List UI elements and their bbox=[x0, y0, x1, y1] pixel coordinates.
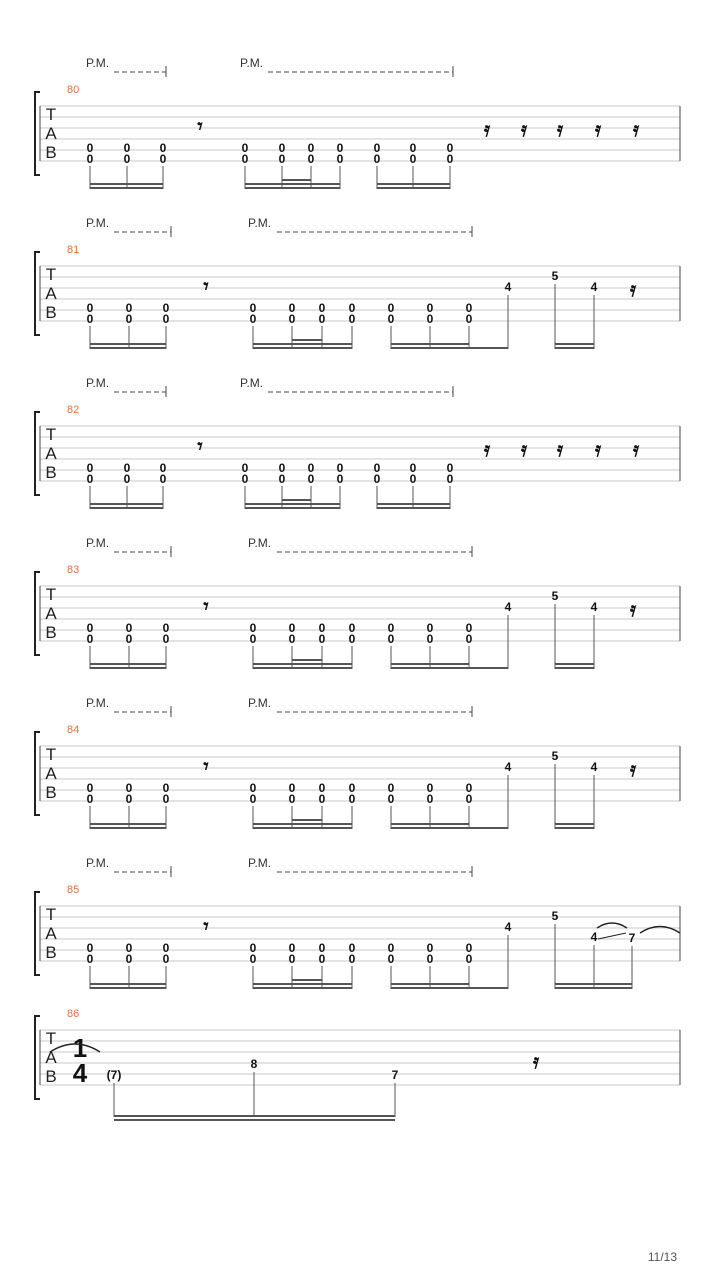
fret-number: 0 bbox=[348, 632, 356, 646]
rest-eighth: 𝄾 bbox=[203, 916, 209, 938]
fret-number: 0 bbox=[288, 792, 296, 806]
beam bbox=[90, 343, 166, 345]
fret-number: 0 bbox=[249, 952, 257, 966]
rest-sixteenth: 𝄿 bbox=[594, 119, 602, 141]
beam bbox=[114, 1119, 395, 1121]
fret-number: 0 bbox=[307, 472, 315, 486]
fret-number: 0 bbox=[446, 141, 454, 155]
beam bbox=[90, 827, 166, 829]
palm-mute-label: P.M. bbox=[240, 376, 264, 390]
measure-number: 85 bbox=[67, 884, 80, 896]
beam bbox=[391, 343, 469, 345]
fret-number: 0 bbox=[125, 781, 133, 795]
slide-line bbox=[598, 933, 626, 939]
fret-number: 0 bbox=[241, 472, 249, 486]
fret-number: 0 bbox=[348, 312, 356, 326]
fret-number: 4 bbox=[504, 920, 512, 934]
rest-sixteenth: 𝄿 bbox=[632, 439, 640, 461]
tab-system-82 bbox=[35, 376, 680, 509]
rest-sixteenth: 𝄿 bbox=[520, 119, 528, 141]
fret-number: 0 bbox=[446, 152, 454, 166]
beam bbox=[292, 979, 322, 981]
beam bbox=[469, 347, 508, 349]
fret-number: 0 bbox=[387, 792, 395, 806]
tab-system-80 bbox=[35, 56, 680, 189]
fret-number: 0 bbox=[288, 312, 296, 326]
palm-mute-label: P.M. bbox=[248, 856, 272, 870]
tab-system-83 bbox=[35, 536, 680, 669]
fret-number: 0 bbox=[387, 301, 395, 315]
beam bbox=[555, 343, 594, 345]
fret-number: 0 bbox=[348, 941, 356, 955]
tab-clef-a: A bbox=[45, 1048, 57, 1067]
beam bbox=[555, 823, 594, 825]
system-bracket bbox=[35, 252, 40, 335]
fret-number: 0 bbox=[249, 621, 257, 635]
system-bracket bbox=[35, 92, 40, 175]
tab-system-86 bbox=[35, 1008, 680, 1121]
fret-number: (7) bbox=[106, 1068, 122, 1082]
beam bbox=[555, 827, 594, 829]
tab-clef-t: T bbox=[45, 265, 57, 284]
fret-number: 0 bbox=[446, 472, 454, 486]
beam bbox=[253, 827, 352, 829]
fret-number: 0 bbox=[318, 632, 326, 646]
fret-number: 4 bbox=[504, 600, 512, 614]
fret-number: 5 bbox=[551, 269, 559, 283]
system-bracket bbox=[35, 1016, 40, 1099]
fret-number: 0 bbox=[159, 152, 167, 166]
beam bbox=[90, 187, 163, 189]
fret-number: 0 bbox=[426, 792, 434, 806]
fret-number: 0 bbox=[159, 461, 167, 475]
beam bbox=[253, 343, 352, 345]
rest-sixteenth: 𝄿 bbox=[632, 119, 640, 141]
fret-number: 0 bbox=[318, 621, 326, 635]
fret-number: 0 bbox=[336, 472, 344, 486]
fret-number: 0 bbox=[123, 461, 131, 475]
fret-number: 0 bbox=[162, 621, 170, 635]
tab-system-85 bbox=[35, 856, 680, 989]
fret-number: 0 bbox=[249, 781, 257, 795]
measure-number: 84 bbox=[67, 724, 80, 736]
fret-number: 0 bbox=[465, 792, 473, 806]
tab-clef-a: A bbox=[45, 764, 57, 783]
fret-number: 0 bbox=[125, 941, 133, 955]
beam bbox=[90, 667, 166, 669]
beam bbox=[245, 187, 340, 189]
rest-sixteenth: 𝄿 bbox=[556, 439, 564, 461]
fret-number: 0 bbox=[86, 952, 94, 966]
beam bbox=[253, 983, 352, 985]
fret-number: 0 bbox=[288, 621, 296, 635]
palm-mute-label: P.M. bbox=[248, 696, 272, 710]
fret-number: 5 bbox=[551, 749, 559, 763]
fret-number: 0 bbox=[288, 941, 296, 955]
fret-number: 0 bbox=[278, 141, 286, 155]
fret-number: 0 bbox=[387, 952, 395, 966]
fret-number: 4 bbox=[590, 280, 598, 294]
fret-number: 4 bbox=[504, 760, 512, 774]
fret-number: 0 bbox=[373, 152, 381, 166]
palm-mute-label: P.M. bbox=[86, 56, 110, 70]
fret-number: 0 bbox=[288, 632, 296, 646]
fret-number: 0 bbox=[373, 472, 381, 486]
fret-number: 0 bbox=[336, 152, 344, 166]
fret-number: 0 bbox=[426, 781, 434, 795]
fret-number: 0 bbox=[241, 461, 249, 475]
beam bbox=[90, 183, 163, 185]
tab-clef-a: A bbox=[45, 124, 57, 143]
fret-number: 0 bbox=[249, 941, 257, 955]
fret-number: 0 bbox=[125, 301, 133, 315]
beam bbox=[377, 183, 450, 185]
fret-number: 0 bbox=[125, 621, 133, 635]
beam bbox=[90, 983, 166, 985]
fret-number: 0 bbox=[387, 632, 395, 646]
rest-sixteenth: 𝄿 bbox=[556, 119, 564, 141]
fret-number: 0 bbox=[278, 472, 286, 486]
fret-number: 0 bbox=[426, 312, 434, 326]
fret-number: 0 bbox=[426, 952, 434, 966]
fret-number: 0 bbox=[318, 301, 326, 315]
beam bbox=[114, 1115, 395, 1117]
fret-number: 0 bbox=[123, 472, 131, 486]
tab-clef-b: B bbox=[45, 303, 57, 322]
beam bbox=[90, 347, 166, 349]
fret-number: 0 bbox=[409, 472, 417, 486]
fret-number: 0 bbox=[318, 792, 326, 806]
fret-number: 0 bbox=[162, 941, 170, 955]
fret-number: 0 bbox=[86, 621, 94, 635]
fret-number: 0 bbox=[318, 312, 326, 326]
fret-number: 0 bbox=[159, 472, 167, 486]
fret-number: 0 bbox=[159, 141, 167, 155]
fret-number: 0 bbox=[318, 952, 326, 966]
tab-clef-t: T bbox=[45, 905, 57, 924]
fret-number: 0 bbox=[86, 461, 94, 475]
fret-number: 0 bbox=[348, 621, 356, 635]
rest-sixteenth: 𝄿 bbox=[532, 1051, 540, 1073]
fret-number: 0 bbox=[465, 621, 473, 635]
fret-number: 0 bbox=[86, 301, 94, 315]
beam bbox=[391, 827, 469, 829]
tab-clef-b: B bbox=[45, 623, 57, 642]
fret-number: 0 bbox=[409, 141, 417, 155]
time-signature-top: 1 bbox=[72, 1033, 88, 1063]
fret-number: 0 bbox=[336, 141, 344, 155]
fret-number: 0 bbox=[162, 952, 170, 966]
fret-number: 0 bbox=[318, 941, 326, 955]
rest-sixteenth: 𝄿 bbox=[520, 439, 528, 461]
fret-number: 0 bbox=[387, 941, 395, 955]
beam bbox=[391, 347, 469, 349]
fret-number: 0 bbox=[162, 781, 170, 795]
fret-number: 0 bbox=[307, 141, 315, 155]
fret-number: 5 bbox=[551, 909, 559, 923]
system-bracket bbox=[35, 892, 40, 975]
measure-number: 81 bbox=[67, 244, 80, 256]
fret-number: 0 bbox=[162, 301, 170, 315]
fret-number: 0 bbox=[125, 312, 133, 326]
palm-mute-label: P.M. bbox=[248, 536, 272, 550]
fret-number: 0 bbox=[278, 152, 286, 166]
measure-number: 83 bbox=[67, 564, 80, 576]
beam bbox=[245, 503, 340, 505]
fret-number: 0 bbox=[307, 152, 315, 166]
beam bbox=[90, 507, 163, 509]
tab-clef-a: A bbox=[45, 924, 57, 943]
fret-number: 0 bbox=[241, 141, 249, 155]
beam bbox=[391, 987, 469, 989]
beam bbox=[377, 503, 450, 505]
tab-system-81 bbox=[35, 216, 680, 349]
tie-arc bbox=[640, 927, 680, 934]
beam bbox=[253, 663, 352, 665]
fret-number: 0 bbox=[249, 312, 257, 326]
fret-number: 0 bbox=[86, 792, 94, 806]
fret-number: 0 bbox=[426, 941, 434, 955]
tab-clef-t: T bbox=[45, 425, 57, 444]
tab-system-84 bbox=[35, 696, 680, 829]
fret-number: 0 bbox=[86, 941, 94, 955]
tab-clef-t: T bbox=[45, 105, 57, 124]
beam bbox=[555, 347, 594, 349]
fret-number: 0 bbox=[125, 952, 133, 966]
fret-number: 0 bbox=[125, 632, 133, 646]
beam bbox=[555, 983, 632, 985]
tab-clef-a: A bbox=[45, 444, 57, 463]
measure-number: 82 bbox=[67, 404, 80, 416]
fret-number: 0 bbox=[162, 632, 170, 646]
beam bbox=[292, 339, 322, 341]
fret-number: 0 bbox=[86, 781, 94, 795]
fret-number: 0 bbox=[288, 952, 296, 966]
fret-number: 4 bbox=[590, 930, 598, 944]
fret-number: 8 bbox=[250, 1057, 258, 1071]
tab-clef-t: T bbox=[45, 1029, 57, 1048]
fret-number: 0 bbox=[465, 941, 473, 955]
rest-eighth: 𝄾 bbox=[197, 436, 203, 458]
rest-eighth: 𝄾 bbox=[197, 116, 203, 138]
fret-number: 0 bbox=[465, 312, 473, 326]
beam bbox=[377, 187, 450, 189]
beam bbox=[555, 987, 632, 989]
beam bbox=[292, 819, 322, 821]
fret-number: 0 bbox=[426, 632, 434, 646]
beam bbox=[282, 499, 311, 501]
beam bbox=[555, 663, 594, 665]
palm-mute-label: P.M. bbox=[86, 216, 110, 230]
fret-number: 0 bbox=[426, 301, 434, 315]
fret-number: 0 bbox=[249, 632, 257, 646]
beam bbox=[391, 983, 469, 985]
palm-mute-label: P.M. bbox=[86, 376, 110, 390]
beam bbox=[391, 667, 469, 669]
fret-number: 0 bbox=[125, 792, 133, 806]
palm-mute-label: P.M. bbox=[86, 696, 110, 710]
fret-number: 0 bbox=[162, 312, 170, 326]
fret-number: 0 bbox=[86, 152, 94, 166]
fret-number: 0 bbox=[162, 792, 170, 806]
fret-number: 0 bbox=[465, 952, 473, 966]
rest-sixteenth: 𝄿 bbox=[629, 599, 637, 621]
rest-sixteenth: 𝄿 bbox=[594, 439, 602, 461]
system-bracket bbox=[35, 572, 40, 655]
beam bbox=[90, 987, 166, 989]
fret-number: 0 bbox=[123, 152, 131, 166]
fret-number: 7 bbox=[391, 1068, 399, 1082]
beam bbox=[469, 987, 508, 989]
slur-arc bbox=[597, 923, 627, 928]
fret-number: 0 bbox=[426, 621, 434, 635]
tab-clef-b: B bbox=[45, 783, 57, 802]
beam bbox=[555, 667, 594, 669]
time-signature-bottom: 4 bbox=[72, 1058, 88, 1088]
palm-mute-label: P.M. bbox=[86, 856, 110, 870]
fret-number: 0 bbox=[86, 312, 94, 326]
rest-eighth: 𝄾 bbox=[203, 276, 209, 298]
beam bbox=[469, 827, 508, 829]
fret-number: 0 bbox=[86, 141, 94, 155]
palm-mute-label: P.M. bbox=[240, 56, 264, 70]
fret-number: 0 bbox=[348, 301, 356, 315]
system-bracket bbox=[35, 732, 40, 815]
fret-number: 5 bbox=[551, 589, 559, 603]
fret-number: 0 bbox=[86, 632, 94, 646]
fret-number: 0 bbox=[465, 301, 473, 315]
fret-number: 0 bbox=[373, 141, 381, 155]
fret-number: 7 bbox=[628, 931, 636, 945]
fret-number: 0 bbox=[123, 141, 131, 155]
tab-clef-b: B bbox=[45, 943, 57, 962]
fret-number: 0 bbox=[241, 152, 249, 166]
fret-number: 0 bbox=[278, 461, 286, 475]
system-bracket bbox=[35, 412, 40, 495]
fret-number: 0 bbox=[249, 301, 257, 315]
fret-number: 0 bbox=[446, 461, 454, 475]
page-number: 11/13 bbox=[647, 1250, 677, 1264]
beam bbox=[253, 667, 352, 669]
beam bbox=[253, 347, 352, 349]
beam bbox=[90, 823, 166, 825]
beam bbox=[253, 823, 352, 825]
beam bbox=[90, 663, 166, 665]
measure-number: 80 bbox=[67, 84, 80, 96]
palm-mute-label: P.M. bbox=[86, 536, 110, 550]
tab-clef-t: T bbox=[45, 585, 57, 604]
beam bbox=[377, 507, 450, 509]
beam bbox=[292, 659, 322, 661]
fret-number: 0 bbox=[318, 781, 326, 795]
tab-clef-b: B bbox=[45, 463, 57, 482]
tab-clef-a: A bbox=[45, 284, 57, 303]
rest-sixteenth: 𝄿 bbox=[629, 279, 637, 301]
fret-number: 0 bbox=[288, 781, 296, 795]
fret-number: 0 bbox=[465, 781, 473, 795]
measure-number: 86 bbox=[67, 1008, 80, 1020]
fret-number: 0 bbox=[465, 632, 473, 646]
beam bbox=[245, 507, 340, 509]
fret-number: 0 bbox=[348, 792, 356, 806]
beam bbox=[253, 987, 352, 989]
fret-number: 0 bbox=[387, 621, 395, 635]
fret-number: 0 bbox=[387, 312, 395, 326]
tab-clef-a: A bbox=[45, 604, 57, 623]
rest-eighth: 𝄾 bbox=[203, 756, 209, 778]
beam bbox=[391, 663, 469, 665]
palm-mute-label: P.M. bbox=[248, 216, 272, 230]
fret-number: 4 bbox=[590, 600, 598, 614]
fret-number: 4 bbox=[504, 280, 512, 294]
fret-number: 0 bbox=[348, 952, 356, 966]
fret-number: 0 bbox=[288, 301, 296, 315]
fret-number: 0 bbox=[336, 461, 344, 475]
beam bbox=[391, 823, 469, 825]
rest-sixteenth: 𝄿 bbox=[629, 759, 637, 781]
tab-clef-t: T bbox=[45, 745, 57, 764]
fret-number: 0 bbox=[307, 461, 315, 475]
tab-clef-b: B bbox=[45, 1067, 57, 1086]
beam bbox=[90, 503, 163, 505]
fret-number: 0 bbox=[249, 792, 257, 806]
rest-eighth: 𝄾 bbox=[203, 596, 209, 618]
tab-clef-b: B bbox=[45, 143, 57, 162]
rest-sixteenth: 𝄿 bbox=[483, 119, 491, 141]
fret-number: 0 bbox=[409, 152, 417, 166]
beam bbox=[282, 179, 311, 181]
fret-number: 0 bbox=[348, 781, 356, 795]
beam bbox=[469, 667, 508, 669]
beam bbox=[245, 183, 340, 185]
fret-number: 4 bbox=[590, 760, 598, 774]
rest-sixteenth: 𝄿 bbox=[483, 439, 491, 461]
fret-number: 0 bbox=[409, 461, 417, 475]
fret-number: 0 bbox=[387, 781, 395, 795]
fret-number: 0 bbox=[373, 461, 381, 475]
fret-number: 0 bbox=[86, 472, 94, 486]
